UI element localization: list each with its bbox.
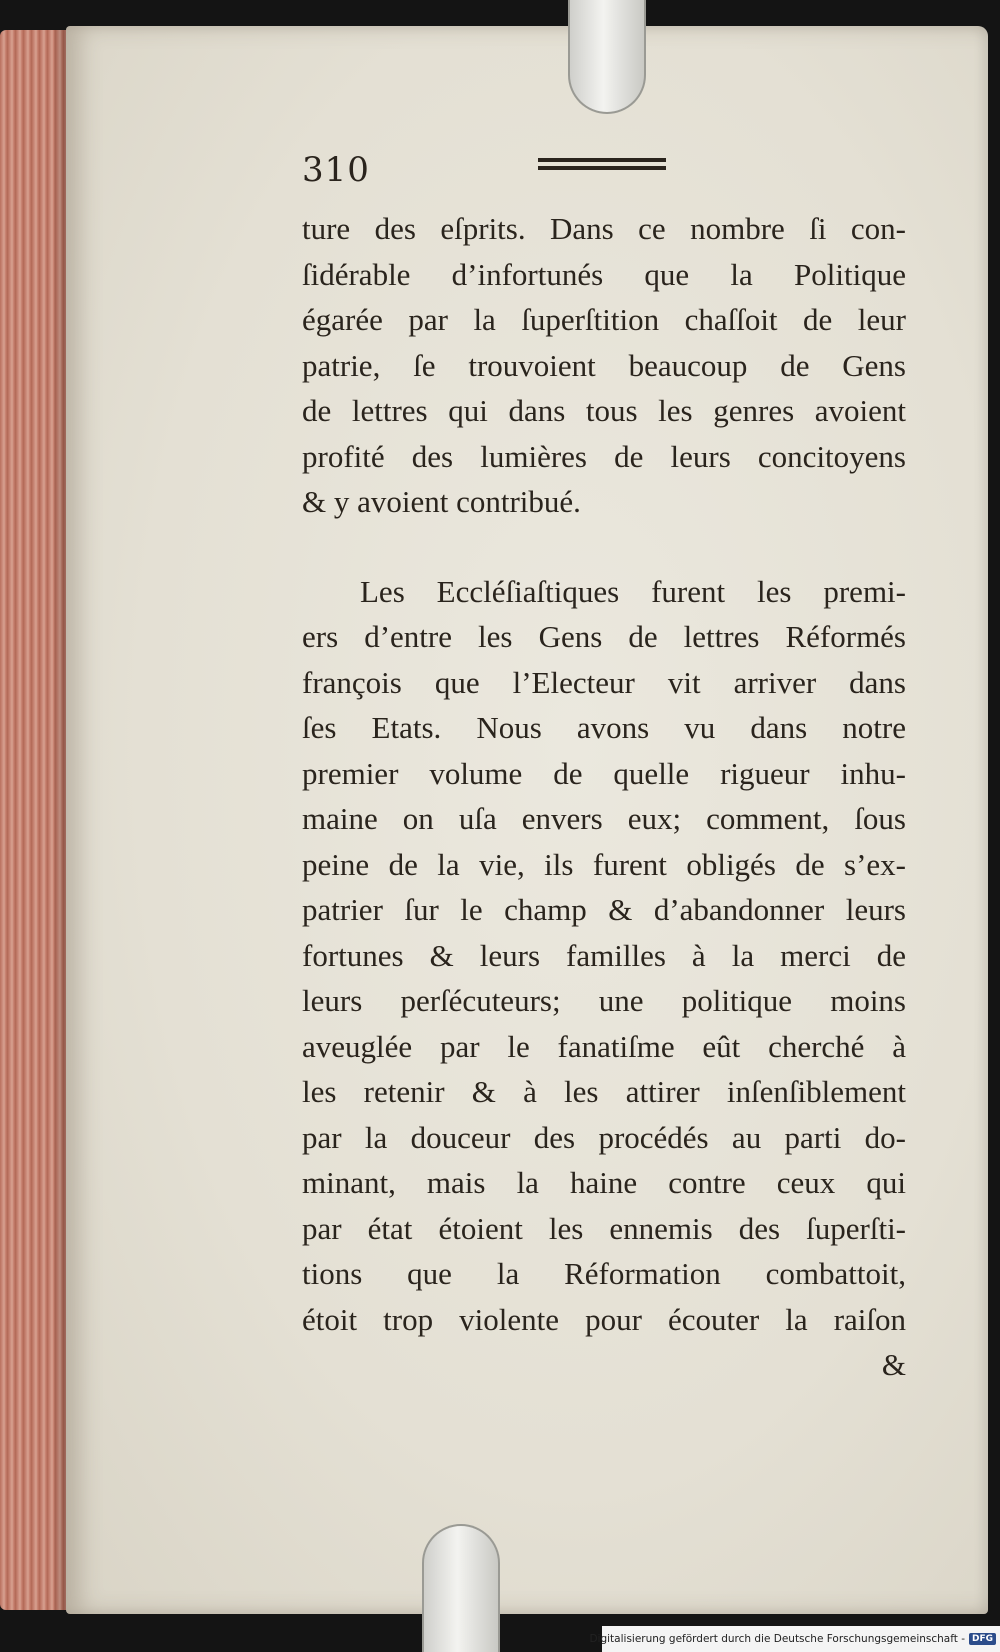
text-line: aveuglée par le fanatiſme eût cherché à xyxy=(302,1028,906,1064)
top-page-clamp xyxy=(568,0,646,114)
book-page-edges xyxy=(0,30,72,1610)
digitization-credit xyxy=(589,1626,1000,1652)
text-line: ture des eſprits. Dans ce nombre ſi con- xyxy=(302,211,906,246)
text-line: fortunes & leurs familles à la merci de xyxy=(302,937,906,973)
text-line: par la douceur des procédés au parti do- xyxy=(302,1119,906,1155)
text-line: minant, mais la haine contre ceux qui xyxy=(302,1165,906,1200)
text-line: de lettres qui dans tous les genres avoient xyxy=(302,393,906,428)
text-line: ſidérable d’infortunés que la Politique xyxy=(302,256,906,292)
text-line: tions que la Réformation combattoit, xyxy=(302,1256,906,1291)
credit-text: Digitalisierung gefördert durch die Deutsche Forschungsgemeinschaft - xyxy=(589,1633,965,1645)
text-line: par état étoient les ennemis des ſuperſti- xyxy=(302,1210,906,1246)
bottom-page-clamp xyxy=(422,1524,500,1652)
text-line: leurs perſécuteurs; une politique moins xyxy=(302,983,906,1018)
text-line: profité des lumières de leurs concitoyens xyxy=(302,438,906,474)
text-line: premier volume de quelle rigueur inhu- xyxy=(302,755,906,791)
body-text xyxy=(302,206,906,1388)
text-line: maine on uſa envers eux; comment, ſous xyxy=(302,801,906,836)
text-line: étoit trop violente pour écouter la raiſon xyxy=(302,1301,906,1337)
text-line: Les Eccléſiaſtiques furent les premi- xyxy=(360,573,906,609)
text-line: peine de la vie, ils furent obligés de s’ex- xyxy=(302,846,906,882)
running-head-rule xyxy=(538,158,666,170)
text-line: patrier ſur le champ & d’abandonner leurs xyxy=(302,892,906,927)
text-line: patrie, ſe trouvoient beaucoup de Gens xyxy=(302,347,906,383)
dfg-logo: DFG xyxy=(969,1633,996,1645)
text-line: ſes Etats. Nous avons vu dans notre xyxy=(302,710,906,745)
text-line: françois que l’Electeur vit arriver dans xyxy=(302,664,906,700)
text-line: les retenir & à les attirer inſenſiblement xyxy=(302,1074,906,1109)
catchword: & xyxy=(881,1347,906,1382)
text-line: & y avoient contribué. xyxy=(302,484,581,519)
paragraph-gap xyxy=(302,525,906,569)
page-number: 310 xyxy=(302,150,370,190)
text-line: égarée par la ſuperſtition chaſſoit de leur xyxy=(302,302,906,337)
text-line: ers d’entre les Gens de lettres Réformés xyxy=(302,619,906,654)
